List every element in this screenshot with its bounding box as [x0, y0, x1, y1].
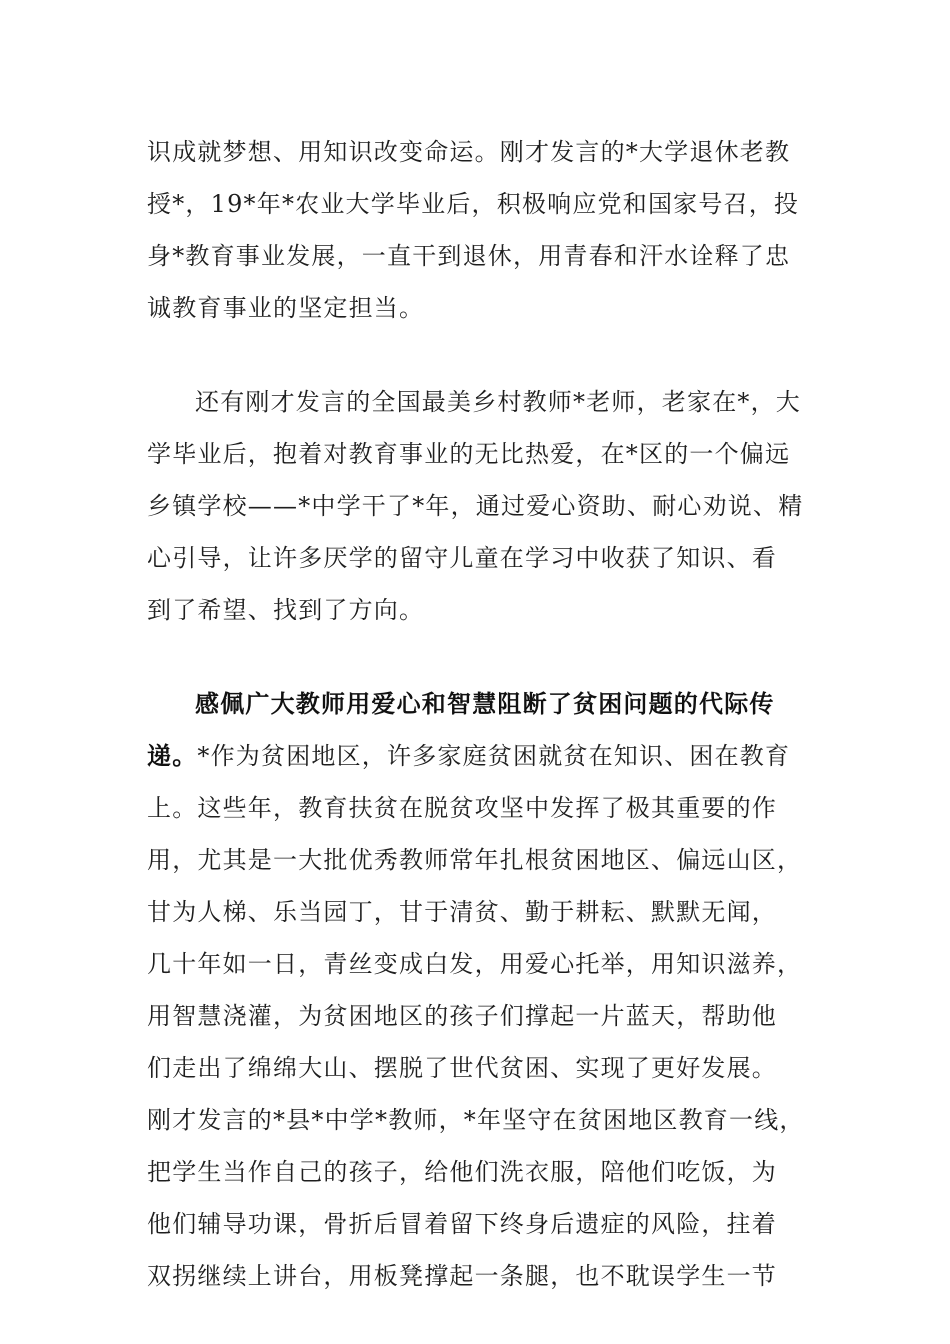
- text-line: 授*，19*年*农业大学毕业后，积极响应党和国家号召，投: [147, 190, 800, 218]
- text-line: 用智慧浇灌，为贫困地区的孩子们撑起一片蓝天，帮助他: [147, 1002, 777, 1030]
- text-line: 身*教育事业发展，一直干到退休，用青春和汗水诠释了忠: [147, 242, 791, 270]
- bold-heading-line: 感佩广大教师用爱心和智慧阻断了贫困问题的代际传: [195, 689, 775, 718]
- text-line: 甘为人梯、乐当园丁，甘于清贫、勤于耕耘、默默无闻，: [147, 898, 777, 926]
- paragraph-gap: [147, 334, 807, 376]
- bold-heading-end: 递。: [147, 741, 198, 770]
- text-line: 几十年如一日，青丝变成白发，用爱心托举，用知识滋养，: [147, 950, 803, 978]
- text-line: 双拐继续上讲台，用板凳撑起一条腿，也不耽误学生一节: [147, 1262, 777, 1290]
- text-line-indented: 还有刚才发言的全国最美乡村教师*老师，老家在*，大: [195, 388, 801, 416]
- text-line: 刚才发言的*县*中学*教师，*年坚守在贫困地区教育一线，: [147, 1106, 805, 1134]
- paragraph-gap: [147, 636, 807, 678]
- text-line: 们走出了绵绵大山、摆脱了世代贫困、实现了更好发展。: [147, 1054, 777, 1082]
- text-line-mixed: [147, 730, 807, 782]
- text-line: 识成就梦想、用知识改变命运。刚才发言的*大学退休老教: [147, 138, 791, 166]
- text-line: 学毕业后，抱着对教育事业的无比热爱，在*区的一个偏远: [147, 440, 791, 468]
- text-line: 到了希望、找到了方向。: [147, 596, 425, 624]
- text-line: 诚教育事业的坚定担当。: [147, 294, 425, 322]
- document-body: [147, 126, 807, 1302]
- text-line: 他们辅导功课，骨折后冒着留下终身后遗症的风险，拄着: [147, 1210, 777, 1238]
- text-segment: *作为贫困地区，许多家庭贫困就贫在知识、困在教育: [197, 742, 791, 770]
- paragraph-1: [147, 126, 807, 334]
- text-line: 乡镇学校——*中学干了*年，通过爱心资助、耐心劝说、精: [147, 492, 804, 520]
- paragraph-3: [147, 678, 807, 1302]
- text-line: 用，尤其是一大批优秀教师常年扎根贫困地区、偏远山区，: [147, 846, 803, 874]
- text-line: 心引导，让许多厌学的留守儿童在学习中收获了知识、看: [147, 544, 777, 572]
- paragraph-2: [147, 376, 807, 636]
- text-line: 上。这些年，教育扶贫在脱贫攻坚中发挥了极其重要的作: [147, 794, 777, 822]
- text-line: 把学生当作自己的孩子，给他们洗衣服，陪他们吃饭，为: [147, 1158, 777, 1186]
